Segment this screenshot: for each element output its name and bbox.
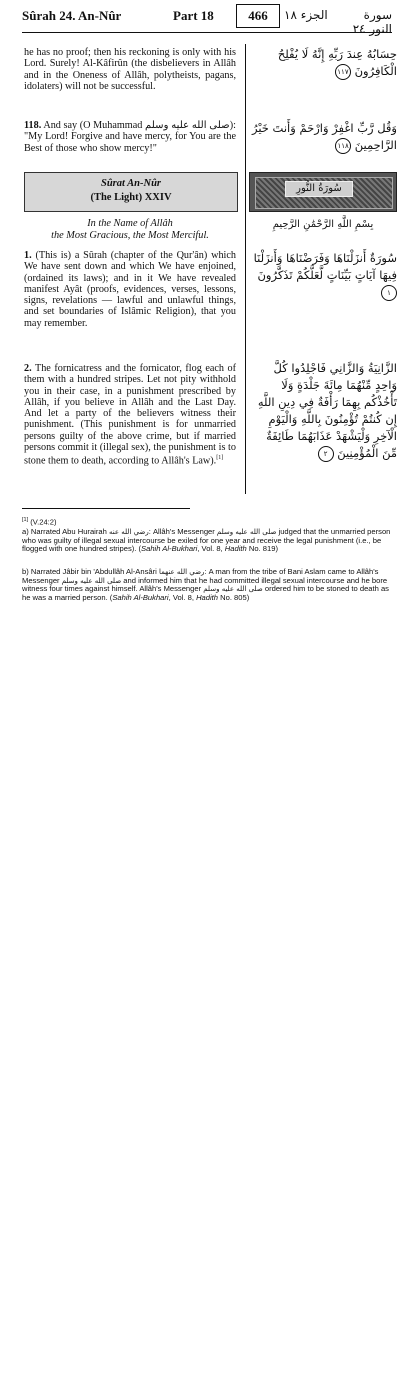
column-divider [245, 44, 246, 494]
fn-text: : Allâh's Messenger [148, 527, 217, 536]
fn-text: b) Narrated Jâbir bin 'Abdullâh Al-Ansâri [22, 567, 159, 576]
fn-arabic: صلى الله عليه وسلم [216, 528, 277, 536]
fn-hadith: Hadith [224, 544, 247, 554]
arabic-verse-1 [249, 250, 397, 301]
verse-number: 1. [24, 250, 32, 261]
fn-arabic: رضي الله عنه [108, 528, 149, 536]
arabic-text: الزَّانِيَةُ وَالزَّانِي فَاجْلِدُوا كُلَّ وَاحِدٍ مِّنْهُمَا مِائَةَ جَلْدَةٍ وَلَا تَأْخُذْكُم بِهِمَا رَأْفَةٌ فِي دِينِ اللَّهِ إِن كُنتُمْ تُؤْمِنُونَ بِاللَّهِ وَالْيَوْمِ الْآخِرِ وَلْيَشْهَدْ عَذَابَهُمَا طَائِفَةٌ مِّنَ الْمُؤْمِنِينَ [257, 361, 397, 460]
arabic-part-label: الجزء ١٨ [284, 8, 328, 22]
fn-source: Sahih Al-Bukhari [112, 593, 169, 603]
page-header [22, 6, 392, 36]
basmala-translation [24, 218, 236, 241]
footnote-ref [22, 516, 397, 527]
fn-source: Sahih Al-Bukhari [141, 544, 198, 554]
verse-text: And say (O Muhammad صلى الله عليه وسلم): "My Lord! Forgive and have mercy, for You are the Best of those who show mercy!" [24, 120, 236, 154]
arabic-surah-banner [249, 172, 397, 212]
ayah-number-icon: ١ [381, 285, 397, 301]
verse-1 [24, 250, 236, 329]
surah-title-box [24, 172, 238, 212]
surah-title: Sûrah 24. An-Nûr [22, 8, 122, 23]
ayah-number-icon: ٢ [318, 446, 334, 462]
fn-text: ordered him to be stoned to death as he was a married person. ( [22, 584, 389, 603]
fn-text: , Vol. 8, [168, 593, 197, 603]
arabic-text: وَقُل رَّبِّ اغْفِرْ وَارْحَمْ وَأَنتَ خَيْرُ الرَّاحِمِينَ [251, 121, 397, 152]
fn-arabic: صلى الله عليه وسلم [61, 576, 122, 585]
surah-subtitle: (The Light) XXIV [90, 192, 172, 203]
footnote-ref-marker: [1] [22, 517, 29, 523]
footnote-marker: [1] [216, 455, 224, 462]
part-label: Part 18 [173, 8, 214, 23]
basmala-line-2: the Most Gracious, the Most Merciful. [51, 229, 209, 241]
arabic-basmala: بِسْمِ اللَّهِ الرَّحْمَٰنِ الرَّحِيمِ [272, 219, 374, 230]
fn-text: a) Narrated Abu Hurairah [22, 527, 109, 536]
verse-text: The fornicatress and the fornicator, flog each of them with a hundred stripes. Let not pity withhold you in their case, in a punishment prescribed by Allâh, if you believe in Allâh and the Last Day. And let a party of the believers witness their punishment. (This punishment is for unmarried persons guilty of the above crime, but if married persons commit it (illegal sex), the punishment is to stone them to death, according to Allâh's Law). [24, 363, 236, 467]
fn-text: and informed him that he had committed illegal sexual intercourse and he bore witness four times against himself. Allâh's Messenger [22, 575, 388, 594]
fn-text: judged that the unmarried person who was guilty of illegal sexual intercourse be exiled for one year and receive the legal punishment (i.e., be flogged with one hundred stripes). ( [22, 527, 391, 554]
ayah-number-icon: ١١٨ [335, 138, 351, 154]
arabic-verse-117 [249, 46, 397, 80]
verse-number: 118. [24, 120, 42, 131]
arabic-text: سُورَةٌ أَنزَلْنَاهَا وَفَرَضْنَاهَا وَأَنزَلْنَا فِيهَا آيَاتٍ بَيِّنَاتٍ لَّعَلَّكُمْ تَذَكَّرُونَ [253, 251, 397, 282]
arabic-verse-118 [249, 120, 397, 154]
footnote-b [22, 568, 397, 603]
verse-text: (This is) a Sûrah (chapter of the Qur'ân) which We have sent down and which We have enjoined, (ordained its laws); and in it We have revealed manifest Ayât (proofs, evidences, verses, lessons, signs, revelations — lawful and unlawful things, and set boundaries of Islâmic Religion), that you may remember. [24, 250, 236, 329]
arabic-surah-name: سُورَةُ النُّورِ [285, 181, 353, 197]
arabic-verse-2 [249, 360, 397, 462]
surah-name: Sûrat An-Nûr [100, 178, 162, 189]
verse-117-end: he has no proof; then his reckoning is only with his Lord. Surely! Al-Kâfirûn (the disbelievers in Allâh and in the Oneness of Allâh, polytheists, pagans, idolaters) will not be successful. [24, 47, 236, 92]
fn-text: No. 819) [246, 544, 278, 554]
basmala-line-1: In the Name of Allâh [87, 218, 173, 229]
arabic-text: حِسَابُهُ عِندَ رَبِّهِ إِنَّهُ لَا يُفْلِحُ الْكَافِرُونَ [277, 47, 397, 78]
fn-text: No. 805) [218, 593, 250, 603]
arabic-surah-title: سورة النور ٢٤ [352, 8, 392, 36]
page-number: 466 [236, 4, 280, 28]
fn-arabic: صلى الله عليه وسلم [203, 585, 263, 594]
fn-hadith: Hadith [196, 593, 219, 603]
footnote-a [22, 528, 397, 554]
footnote-ref-text: (V.24:2) [28, 517, 57, 527]
verse-118 [24, 120, 236, 154]
fn-text: , Vol. 8, [197, 544, 225, 554]
fn-text: : A man from the tribe of Bani Aslam came to Allâh's Messenger [22, 567, 379, 585]
header-rule [22, 32, 392, 33]
verse-2 [24, 363, 236, 467]
fn-arabic: رضي الله عنهما [158, 568, 205, 576]
footnote-rule [22, 508, 190, 509]
ayah-number-icon: ١١٧ [335, 64, 351, 80]
verse-number: 2. [24, 363, 32, 374]
